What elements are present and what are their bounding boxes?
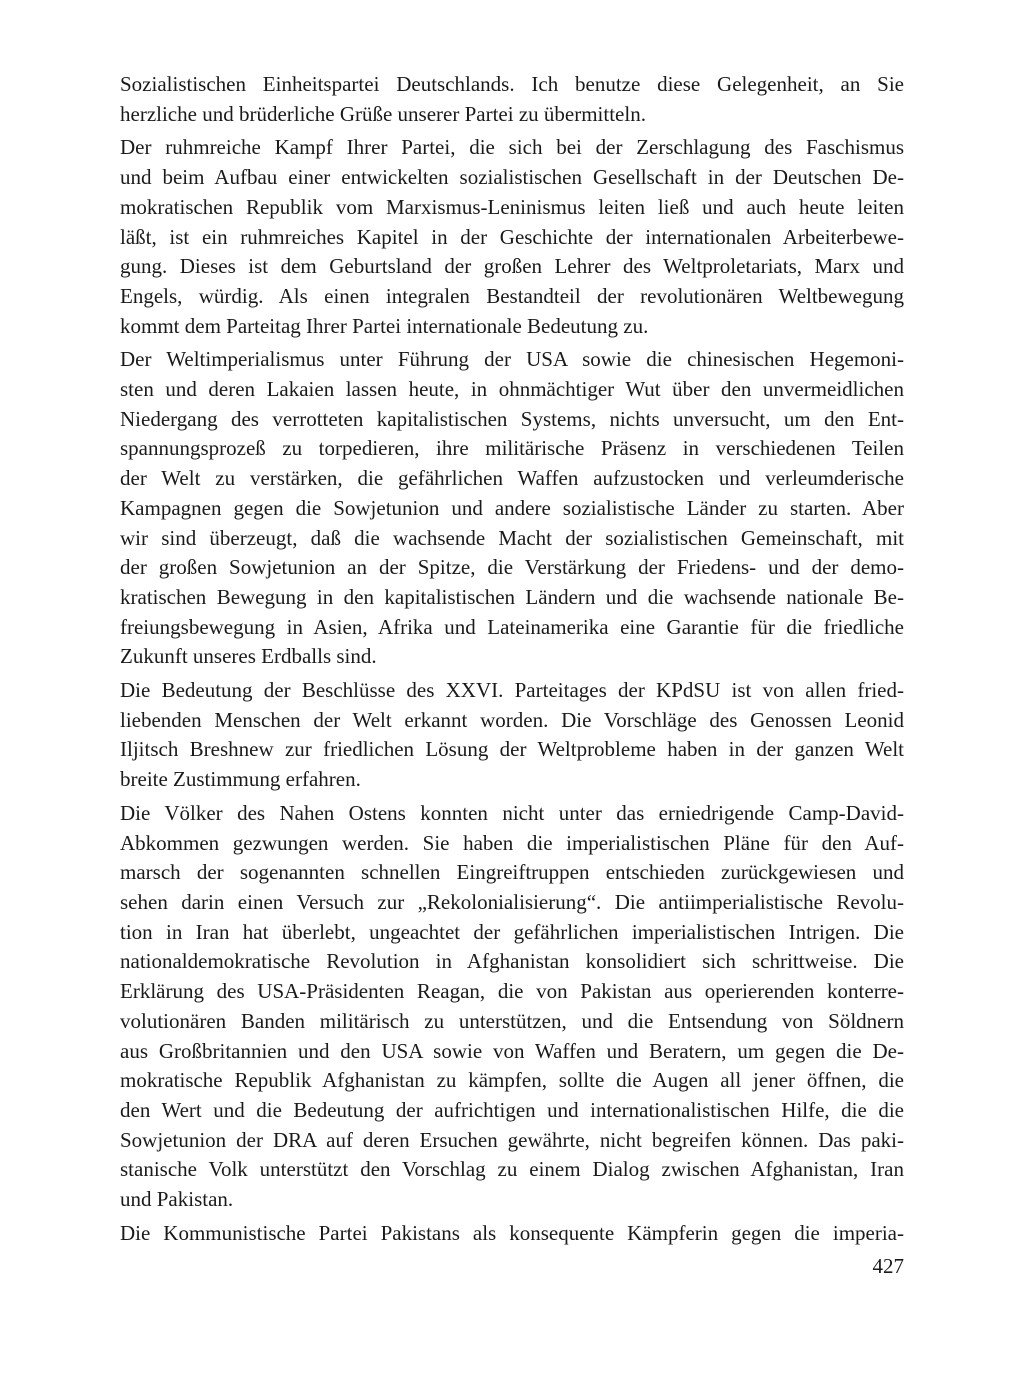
text-line: liebenden Menschen der Welt erkannt worden. Die Vorschläge des Genossen Leonid — [120, 707, 904, 732]
text-line: Abkommen gezwungen werden. Sie haben die imperialistischen Pläne für den Auf- — [120, 830, 904, 855]
text-line: Die Völker des Nahen Ostens konnten nicht unter das erniedrigende Camp-David- — [120, 800, 904, 825]
body-text — [120, 70, 904, 1248]
text-line: gung. Dieses ist dem Geburtsland der großen Lehrer des Weltproletariats, Marx und — [120, 254, 904, 279]
text-line: Die Kommunistische Partei Pakistans als konsequente Kämpferin gegen die imperia- — [120, 1220, 904, 1245]
text-line: Der Weltimperialismus unter Führung der USA sowie die chinesischen Hegemoni- — [120, 347, 904, 372]
text-line: wir sind überzeugt, daß die wachsende Macht der sozialistischen Gemeinschaft, mit — [120, 525, 904, 550]
text-line: herzliche und brüderliche Grüße unserer Partei zu übermitteln. — [120, 101, 646, 126]
text-line: Der ruhmreiche Kampf Ihrer Partei, die sich bei der Zerschlagung des Faschismus — [120, 135, 904, 160]
text-line: und Pakistan. — [120, 1187, 234, 1212]
text-line: tion in Iran hat überlebt, ungeachtet der gefährlichen imperialistischen Intrigen. Die — [120, 919, 904, 944]
text-line: breite Zustimmung erfahren. — [120, 767, 361, 792]
text-line: Zukunft unseres Erdballs sind. — [120, 644, 377, 669]
text-line: sten und deren Lakaien lassen heute, in ohnmächtiger Wut über den unvermeidlichen — [120, 377, 904, 402]
page-number: 427 — [872, 1254, 904, 1278]
text-line: Sozialistischen Einheitspartei Deutschlands. Ich benutze diese Gelegenheit, an Sie — [120, 72, 904, 96]
text-line: volutionären Banden militärisch zu unterstützen, und die Entsendung von Söldnern — [120, 1008, 904, 1033]
text-line: Niedergang des verrotteten kapitalistischen Systems, nichts unversucht, um den Ent- — [120, 406, 904, 431]
text-line: den Wert und die Bedeutung der aufrichtigen und internationalistischen Hilfe, die die — [120, 1097, 904, 1122]
text-line: stanische Volk unterstützt den Vorschlag zu einem Dialog zwischen Afghanistan, Iran — [120, 1157, 904, 1182]
text-line: Iljitsch Breshnew zur friedlichen Lösung der Weltprobleme haben in der ganzen Welt — [120, 737, 904, 762]
text-line: marsch der sogenannten schnellen Eingreiftruppen entschieden zurückgewiesen und — [120, 860, 904, 885]
text-line: und beim Aufbau einer entwickelten sozialistischen Gesellschaft in der Deutschen De- — [120, 165, 904, 190]
text-line: der großen Sowjetunion an der Spitze, die Verstärkung der Friedens- und der demo- — [120, 555, 904, 580]
text-line: Die Bedeutung der Beschlüsse des XXVI. Parteitages der KPdSU ist von allen fried- — [120, 678, 904, 703]
text-line: Kampagnen gegen die Sowjetunion und andere sozialistische Länder zu starten. Aber — [120, 495, 904, 520]
text-line: kommt dem Parteitag Ihrer Partei internationale Bedeutung zu. — [120, 313, 649, 338]
text-line: spannungsprozeß zu torpedieren, ihre militärische Präsenz in verschiedenen Teilen — [120, 436, 904, 461]
text-line: der Welt zu verstärken, die gefährlichen Waffen aufzustocken und verleumderische — [120, 466, 904, 491]
text-line: mokratische Republik Afghanistan zu kämpfen, sollte die Augen all jener öffnen, die — [120, 1068, 904, 1093]
text-line: Erklärung des USA-Präsidenten Reagan, die von Pakistan aus operierenden konterre- — [120, 979, 904, 1004]
text-line: freiungsbewegung in Asien, Afrika und Lateinamerika eine Garantie für die friedliche — [120, 614, 904, 639]
text-line: mokratischen Republik vom Marxismus-Leninismus leiten ließ und auch heute leiten — [120, 194, 904, 219]
text-line: Sowjetunion der DRA auf deren Ersuchen gewährte, nicht begreifen können. Das paki- — [120, 1127, 904, 1152]
text-line: nationaldemokratische Revolution in Afghanistan konsolidiert sich schrittweise. Die — [120, 949, 904, 974]
text-line: aus Großbritannien und den USA sowie von Waffen und Beratern, um gegen die De- — [120, 1038, 904, 1063]
text-line: kratischen Bewegung in den kapitalistischen Ländern und die wachsende nationale Be- — [120, 584, 904, 609]
text-line: sehen darin einen Versuch zur „Rekolonialisierung“. Die antiimperialistische Revolu- — [120, 889, 904, 914]
text-line: Engels, würdig. Als einen integralen Bestandteil der revolutionären Weltbewegung — [120, 283, 904, 308]
text-line: läßt, ist ein ruhmreiches Kapitel in der Geschichte der internationalen Arbeiterbewe- — [120, 224, 904, 249]
